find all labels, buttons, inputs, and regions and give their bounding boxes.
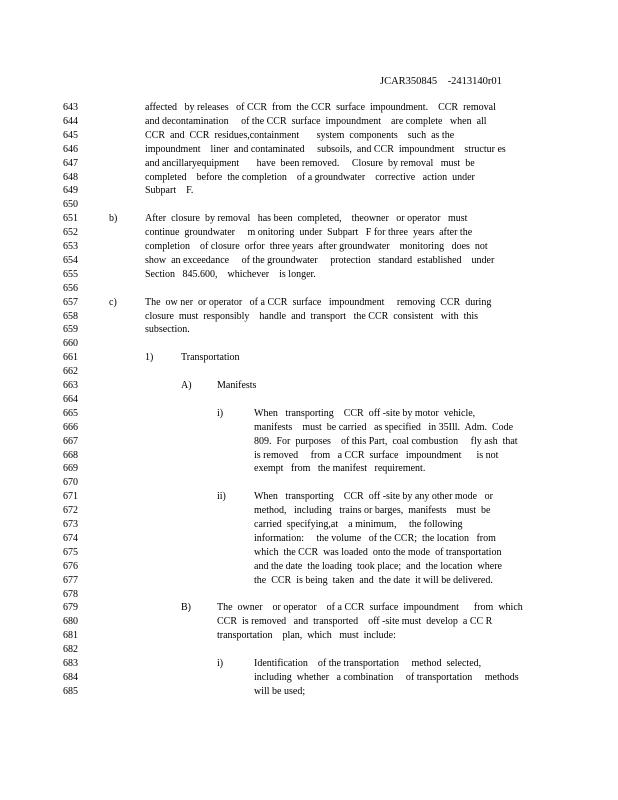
line-number: 649 — [63, 185, 78, 197]
header-revision: -2413140r01 — [447, 76, 502, 87]
document-line — [0, 129, 618, 143]
line-number: 643 — [63, 102, 78, 113]
line-text: closure must responsibly handle and transport the CCR consistent with this — [145, 310, 479, 322]
item-label: c) — [109, 296, 117, 308]
document-line — [0, 476, 618, 490]
line-number: 652 — [63, 227, 78, 239]
page-header — [380, 76, 502, 87]
line-number: 647 — [63, 157, 78, 169]
line-number: 676 — [63, 560, 78, 572]
document-line — [0, 435, 618, 449]
document-line — [0, 240, 618, 254]
document-line — [0, 171, 618, 185]
document-line — [0, 449, 618, 463]
line-text: will be used; — [254, 685, 306, 697]
document-line — [0, 504, 618, 518]
document-line — [0, 421, 618, 435]
line-number: 681 — [63, 630, 78, 642]
line-text: completed before the completion of a groundwater corrective action under — [145, 171, 475, 183]
document-line — [0, 323, 618, 337]
line-text: method, including trains or barges, manifests must be — [254, 505, 491, 517]
document-line — [0, 546, 618, 560]
document-line — [0, 518, 618, 532]
line-number: 672 — [63, 505, 78, 517]
line-text: exempt from the manifest requirement. — [254, 463, 426, 475]
line-number: 645 — [63, 129, 78, 141]
document-line — [0, 685, 618, 699]
line-number: 671 — [63, 491, 78, 503]
line-text: When transporting CCR off -site by motor vehicle, — [254, 407, 476, 419]
document-line — [0, 226, 618, 240]
line-text: carried specifying,at a minimum, the following — [254, 519, 463, 530]
document-line — [0, 560, 618, 574]
document-line — [0, 212, 618, 226]
document-line — [0, 490, 618, 504]
line-text: CCR and CCR residues,containment system components such as the — [145, 129, 455, 141]
document-line — [0, 588, 618, 602]
document-line — [0, 671, 618, 685]
document-line — [0, 296, 618, 310]
line-text: impoundment liner and contaminated subsoils, and CCR impoundment structur es — [145, 143, 506, 155]
line-text: The ow ner or operator of a CCR surface impoundment removing CCR during — [145, 296, 492, 308]
line-number: 669 — [63, 463, 78, 475]
document-line — [0, 254, 618, 268]
line-text: the CCR is being taken and the date it will be delivered. — [254, 574, 493, 586]
line-number: 682 — [63, 644, 78, 656]
line-text: subsection. — [145, 324, 190, 336]
document-line — [0, 157, 618, 171]
document-line — [0, 184, 618, 198]
document-line — [0, 143, 618, 157]
document-line — [0, 198, 618, 212]
document-line — [0, 532, 618, 546]
document-line — [0, 462, 618, 476]
line-number: 646 — [63, 143, 78, 155]
line-number: 674 — [63, 532, 78, 544]
line-text: Transportation — [181, 352, 240, 364]
line-number: 648 — [63, 171, 78, 183]
document-line — [0, 657, 618, 671]
line-number: 663 — [63, 380, 78, 391]
line-number: 670 — [63, 477, 78, 489]
line-number: 683 — [63, 658, 78, 669]
line-text: Subpart F. — [145, 185, 194, 197]
document-line — [0, 643, 618, 657]
line-number: 650 — [63, 199, 78, 211]
document-line — [0, 574, 618, 588]
line-number: 684 — [63, 671, 78, 683]
line-number: 667 — [63, 435, 78, 447]
line-text: affected by releases of CCR from the CCR surface impoundment. CCR removal — [145, 102, 496, 113]
header-doc-id: JCAR350845 — [380, 76, 438, 87]
line-number: 675 — [63, 546, 78, 558]
line-number: 668 — [63, 449, 78, 461]
line-number: 662 — [63, 366, 78, 378]
document-line — [0, 629, 618, 643]
line-number: 661 — [63, 352, 78, 364]
document-line — [0, 601, 618, 615]
line-text: CCR is removed and transported off -site must develop a CC R — [217, 616, 493, 628]
document-line — [0, 282, 618, 296]
line-number: 679 — [63, 602, 78, 614]
line-number: 656 — [63, 282, 78, 294]
line-text: 809. For purposes of this Part, coal combustion fly ash that — [254, 435, 518, 447]
line-number: 680 — [63, 616, 78, 628]
line-text: and the date the loading took place; and the location where — [254, 560, 502, 572]
line-number: 655 — [63, 268, 78, 280]
line-text: Section 845.600, whichever is longer. — [145, 268, 316, 280]
document-line — [0, 101, 618, 115]
line-text: Identification of the transportation method selected, — [254, 658, 482, 669]
line-number: 657 — [63, 296, 78, 308]
document-line — [0, 615, 618, 629]
line-number: 677 — [63, 574, 78, 586]
document-line — [0, 407, 618, 421]
item-label: ii) — [217, 491, 226, 503]
line-number: 673 — [63, 519, 78, 530]
line-text: show an exceedance of the groundwater protection standard established under — [145, 254, 495, 266]
line-number: 678 — [63, 588, 78, 600]
line-text: which the CCR was loaded onto the mode of transportation — [254, 546, 502, 558]
line-text: and ancillaryequipment have been removed. Closure by removal must be — [145, 157, 475, 169]
line-number: 651 — [63, 213, 78, 225]
line-number: 666 — [63, 421, 78, 433]
document-line — [0, 351, 618, 365]
line-text: including whether a combination of transportation methods — [254, 671, 519, 683]
document-line — [0, 393, 618, 407]
line-number: 685 — [63, 685, 78, 697]
item-label: A) — [181, 380, 192, 391]
item-label: 1) — [145, 352, 154, 364]
document-line — [0, 337, 618, 351]
document-line — [0, 379, 618, 393]
line-text: After closure by removal has been completed, theowner or operator must — [145, 213, 468, 225]
line-number: 644 — [63, 115, 78, 127]
line-number: 653 — [63, 241, 78, 252]
document-line — [0, 365, 618, 379]
line-text: continue groundwater m onitoring under Subpart F for three years after the — [145, 227, 473, 239]
line-text: When transporting CCR off -site by any other mode or — [254, 491, 493, 503]
line-text: is removed from a CCR surface impoundment is not — [254, 449, 499, 461]
document-line — [0, 310, 618, 324]
line-text: transportation plan, which must include: — [217, 630, 396, 642]
item-label: B) — [181, 602, 191, 614]
line-number: 665 — [63, 407, 78, 419]
line-text: manifests must be carried as specified in 35Ill. Adm. Code — [254, 421, 514, 433]
line-text: information: the volume of the CCR; the location from — [254, 532, 496, 544]
line-text: The owner or operator of a CCR surface impoundment from which — [217, 602, 523, 614]
item-label: i) — [217, 407, 224, 419]
line-text: completion of closure orfor three years after groundwater monitoring does not — [145, 241, 488, 252]
item-label: i) — [217, 658, 224, 669]
document-line — [0, 268, 618, 282]
line-number: 660 — [63, 338, 78, 350]
line-text: Manifests — [217, 380, 257, 391]
line-number: 654 — [63, 254, 78, 266]
line-text: and decontamination of the CCR surface impoundment are complete when all — [145, 115, 487, 127]
document-line — [0, 115, 618, 129]
item-label: b) — [109, 213, 118, 225]
line-number: 658 — [63, 310, 78, 322]
line-number: 659 — [63, 324, 78, 336]
line-number: 664 — [63, 393, 78, 405]
